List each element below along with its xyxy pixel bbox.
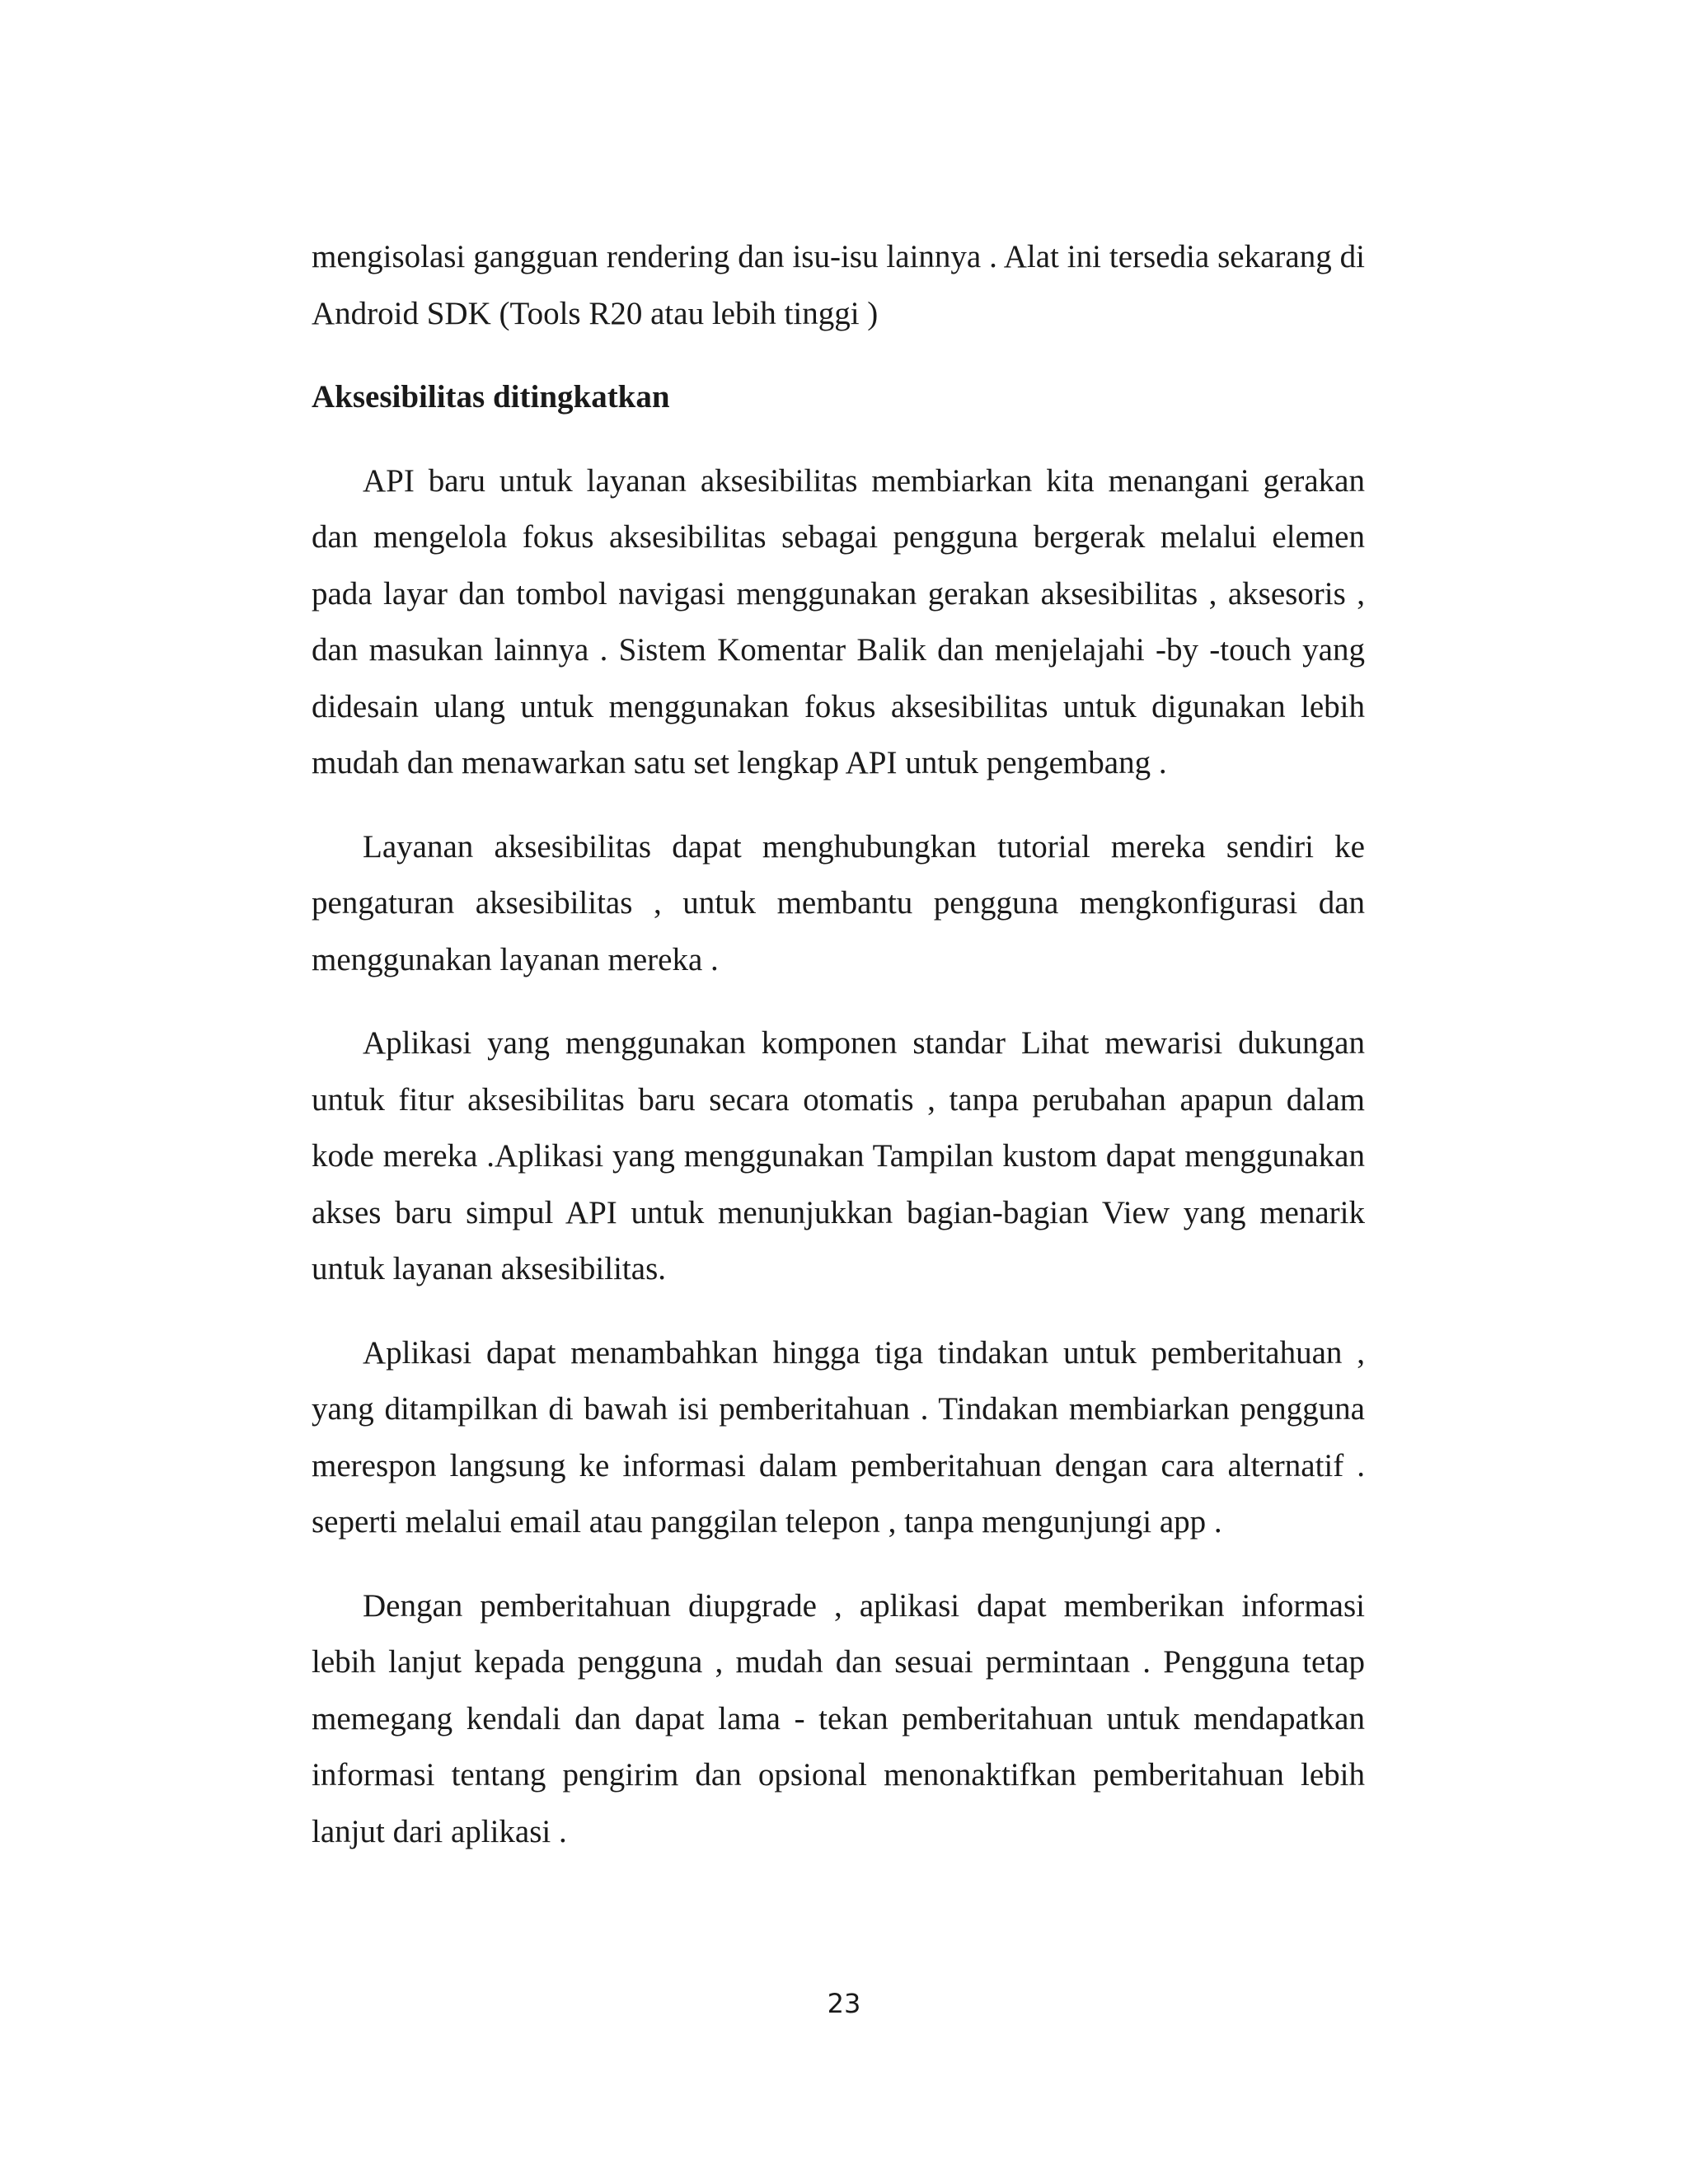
body-paragraph: Aplikasi yang menggunakan komponen standar Lihat mewarisi dukungan untuk fitur aksesibilitas baru secara otomatis , tanpa perubahan apapun dalam kode mereka .Aplikasi yang menggunakan Tampilan kustom dapat menggunakan akses baru simpul API untuk menunjukkan bagian-bagian View yang menarik untuk layanan aksesibilitas. xyxy=(312,1025,1365,1286)
page-number: 23 xyxy=(827,1988,861,2019)
body-paragraph: Aplikasi dapat menambahkan hingga tiga tindakan untuk pemberitahuan , yang ditampilkan di bawah isi pemberitahuan . Tindakan membiarkan pengguna merespon langsung ke informasi dalam pemberitahuan dengan cara alternatif . seperti melalui email atau panggilan telepon , tanpa mengunjungi app . xyxy=(312,1334,1365,1540)
continuation-paragraph: mengisolasi gangguan rendering dan isu-isu lainnya . Alat ini tersedia sekarang di Android SDK (Tools R20 atau lebih tinggi ) xyxy=(312,239,1365,331)
page-body xyxy=(312,229,1365,1860)
body-paragraph: API baru untuk layanan aksesibilitas membiarkan kita menangani gerakan dan mengelola fokus aksesibilitas sebagai pengguna bergerak melalui elemen pada layar dan tombol navigasi menggunakan gerakan aksesibilitas , aksesoris , dan masukan lainnya . Sistem Komentar Balik dan menjelajahi -by -touch yang didesain ulang untuk menggunakan fokus aksesibilitas untuk digunakan lebih mudah dan menawarkan satu set lengkap API untuk pengembang . xyxy=(312,462,1365,780)
body-paragraph: Layanan aksesibilitas dapat menghubungkan tutorial mereka sendiri ke pengaturan aksesibilitas , untuk membantu pengguna mengkonfigurasi dan menggunakan layanan mereka . xyxy=(312,828,1365,977)
section-heading: Aksesibilitas ditingkatkan xyxy=(312,379,670,415)
body-paragraph: Dengan pemberitahuan diupgrade , aplikasi dapat memberikan informasi lebih lanjut kepada pengguna , mudah dan sesuai permintaan . Pengguna tetap memegang kendali dan dapat lama - tekan pemberitahuan untuk mendapatkan informasi tentang pengirim dan opsional menonaktifkan pemberitahuan lebih lanjut dari aplikasi . xyxy=(312,1587,1365,1849)
